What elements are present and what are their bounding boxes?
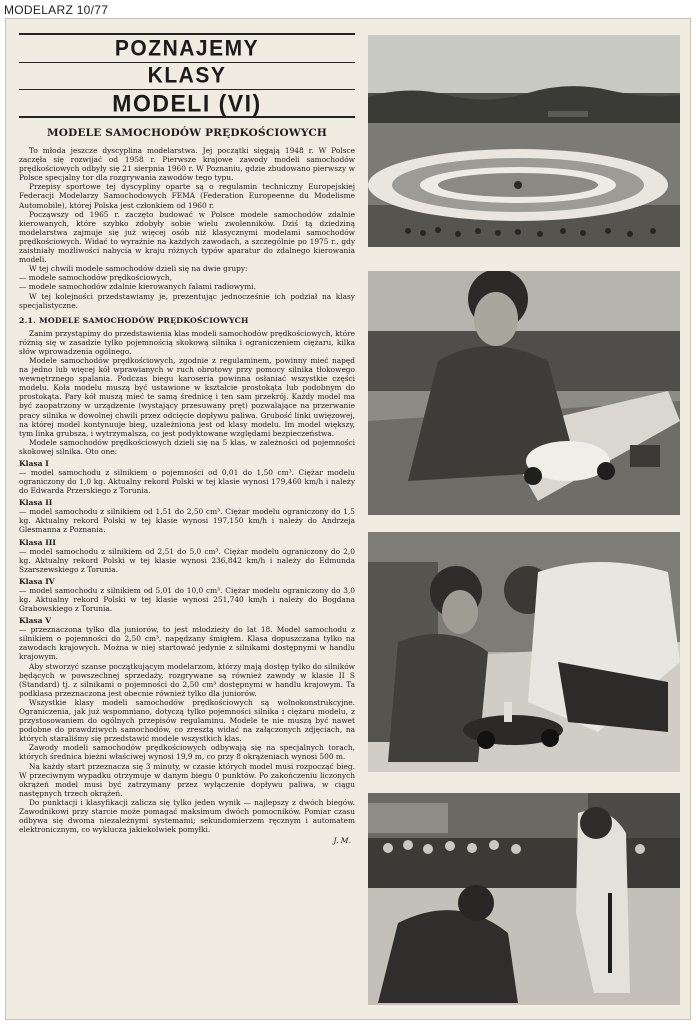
aerial-track-photo	[368, 35, 680, 247]
class-description: — model samochodu z silnikiem od 5,01 do 10,0 cm³. Ciężar modelu ograniczony do 3,0 kg. Aktualny rekord Polski w tej klasie wynosi 251,740 km/h i należy do Bogdana Grabowskiego z Torunia.	[19, 585, 355, 614]
class-heading: Klasa V	[19, 616, 52, 626]
class-heading: Klasa I	[19, 459, 49, 468]
title-line-1: POZNAJEMY	[114, 36, 260, 61]
running-header: MODELARZ 10/77	[4, 3, 109, 17]
closing-paragraph: Na każdy start przeznacza się 3 minuty, w czasie których model musi rozpocząć bieg. W przeciwnym wypadku otrzymuje w danym biegu 0 punktów. Po zakończeniu liczonych okrążeń model musi być zatrzymany przez wyłączenie dopływu paliwa, w ciągu następnych trzech okrążeń.	[19, 761, 355, 798]
closing-paragraph: Do punktacji i klasyfikacji zalicza się tylko jeden wynik — najlepszy z dwóch biegów. Zawodnikowi przy starcie może pomagać maksimum dwóch pomocników. Pomiar czasu odbywa się dwoma niezależnymi systemami; sekundomierzem ręcznym i automatem elektronicznym, co wyklucza jakiekolwiek pomyłki.	[19, 797, 355, 835]
class-description: — model samochodu z silnikiem od 1,51 do 2,50 cm³. Ciężar modelu ograniczony do 1,5 kg. Aktualny rekord Polski w tej klasie wynosi 197,150 km/h i należy do Andrzeja Glesmanna z Poznania.	[19, 507, 355, 535]
article-body	[19, 146, 355, 845]
title-rule-top	[19, 33, 355, 35]
intro-paragraph: To młoda jeszcze dyscyplina modelarstwa. Jej początki sięgają 1948 r. W Polsce zaczęła się rozwijać od 1958 r. Pierwsze krajowe zawody modeli samochodów prędkościowych odbyły się 21 sierpnia 1960 r. W Poznaniu, gdzie zbudowano pierwszy w Polsce specjalny tor dla rozgrywania zawodów tego typu.	[19, 146, 355, 183]
title-line-2: KLASY	[147, 63, 227, 88]
intro-list-item: — modele samochodów prędkościowych,	[19, 273, 173, 283]
class-description: — model samochodu z silnikiem o pojemności od 0,01 do 1,50 cm³. Ciężar modelu ograniczony do 1,0 kg. Aktualny rekord Polski w tej klasie wynosi 179,460 km/h i należy do Edwarda Przerskiego z Torunia.	[19, 468, 355, 496]
closing-paragraph: Zawody modeli samochodów prędkościowych odbywają się na specjalnych torach, których średnica bieżni właściwej wynosi 19,9 m, co przy 8 okrążeniach wynosi 500 m.	[19, 743, 355, 762]
section-paragraph: Modele samochodów prędkościowych, zgodnie z regulaminem, powinny mieć napęd na jedno lub więcej kół wprawianych w ruch obrotowy przy pomocy silnika tłokowego wewnętrznego spalania. Podczas biegu karoseria powinna osłaniać wszystkie części modelu. Koła modelu muszą być ustawione w kształcie prostokąta lub podobnym do prostokąta. Pary kół muszą mieć te samą średnicę i ten sam przekrój. Każdy model ma być zaopatrzony w urządzenie (wystający przesuwany pręt) pozwalające na przerwanie pracy silnika w dowolnej chwili przez odcięcie dopływu paliwa. Grubość linki uwięzowej, na której model kontynuuje bieg, uzależniona jest od klasy modelu. Im model większy, tym linka grubsza, i wytrzymalsza, co jest podyktowane względami bezpieczeństwa.	[19, 355, 355, 438]
article-column	[19, 33, 355, 845]
class-heading: Klasa II	[19, 498, 53, 508]
closing-paragraph: Aby stworzyć szanse początkującym modelarzom, którzy mają dostęp tylko do silników będących w powszechnej sprzedaży, rozgrywane są również zawody w klasie II S (Standard) tj. z silnikami o pojemności do 2,50 cm³ dostępnymi w handlu krajowym. Ta podklasa przeznaczona jest obecnie również tylko dla juniorów.	[19, 661, 355, 698]
closing-paragraph: Wszystkie klasy modeli samochodów prędkościowych są wolnokonstrukcyjne. Ograniczenia, jak już wspomniano, dotyczą tylko pojemności silnika i ciężaru modelu, z przystosowaniem do ogólnych przepisów regulaminu. Modele te nie muszą być nawet podobne do prawdziwych samochodów, co zresztą widać na załączonych zdjęciach, na których staraliśmy się przedstawić modele wszystkich klas.	[19, 697, 355, 744]
two-men-starting-model-photo	[368, 532, 680, 772]
class-description: — przeznaczona tylko dla juniorów, to jest młodzieży do lat 18. Model samochodu z silnikiem o pojemności do 2,50 cm³, napędzany śmigłem. Klasa dopuszczana tylko na zawodach krajowych. Można w niej startować jedynie z silnikami dostępnymi w handlu krajowym.	[19, 625, 355, 662]
intro-list-item: — modele samochodów zdalnie kierowanych falami radiowymi.	[19, 282, 256, 292]
section-paragraph: Modele samochodów prędkościowych dzieli się na 5 klas, w zależności od pojemności skokowej silnika. Oto one:	[19, 437, 355, 456]
crowd-and-helpers-photo	[368, 793, 680, 1005]
section-paragraph: Zanim przystąpimy do przedstawienia klas modeli samochodów prędkościowych, które różnią się w zasadzie tylko pojemnością skokową silnika i ograniczeniem ciężaru, kilka słów wprowadzenia ogólnego.	[19, 328, 355, 356]
section-heading: 2.1. MODELE SAMOCHODÓW PRĘDKOŚCIOWYCH	[19, 315, 249, 325]
intro-paragraph: Przepisy sportowe tej dyscypliny oparte są o regulamin techniczny Europejskiej Federacji Modelarzy Samochodowych FEMA (Federation Europeenne du Modelisme Automobile), której Polska jest członkiem od 1960 r.	[19, 182, 355, 210]
author-signature: J. M.	[333, 836, 351, 846]
class-heading: Klasa III	[19, 537, 56, 547]
article-subtitle: MODELE SAMOCHODÓW PRĘDKOŚCIOWYCH	[46, 127, 328, 139]
class-description: — model samochodu z silnikiem od 2,51 do 5,0 cm³. Ciężar modelu ograniczony do 2,0 kg. Aktualny rekord Polski w tej klasie wynosi 236,842 km/h i należy do Edmunda Szarszewskiego z Torunia.	[19, 546, 355, 574]
magazine-page	[5, 18, 691, 1020]
intro-paragraph: Począwszy od 1965 r. zaczęto budować w Polsce modele samochodów zdalnie kierowanych, które szybko zdobyły sobie wielu zwolenników. Dziś tą dziedziną modelarstwa zajmuje się już więcej osób niż klasycznymi modelami samochodów prędkościowych. Widać to wyraźnie na każdych zawodach, a szczególnie po 1975 r., gdy zaistniały możliwości nabycia w kraju różnych typów aparatur do zdalnego kierowania modeli.	[19, 209, 355, 265]
title-line-3: MODELI (VI)	[112, 89, 262, 117]
intro-paragraph: W tej kolejności przedstawiamy je, prezentując jednocześnie ich podział na klasy specjalistyczne.	[19, 291, 355, 310]
class-heading: Klasa IV	[19, 576, 55, 586]
mechanic-with-model-car-photo	[368, 271, 680, 515]
intro-paragraph: W tej chwili modele samochodów dzieli się na dwie grupy:	[29, 264, 248, 274]
